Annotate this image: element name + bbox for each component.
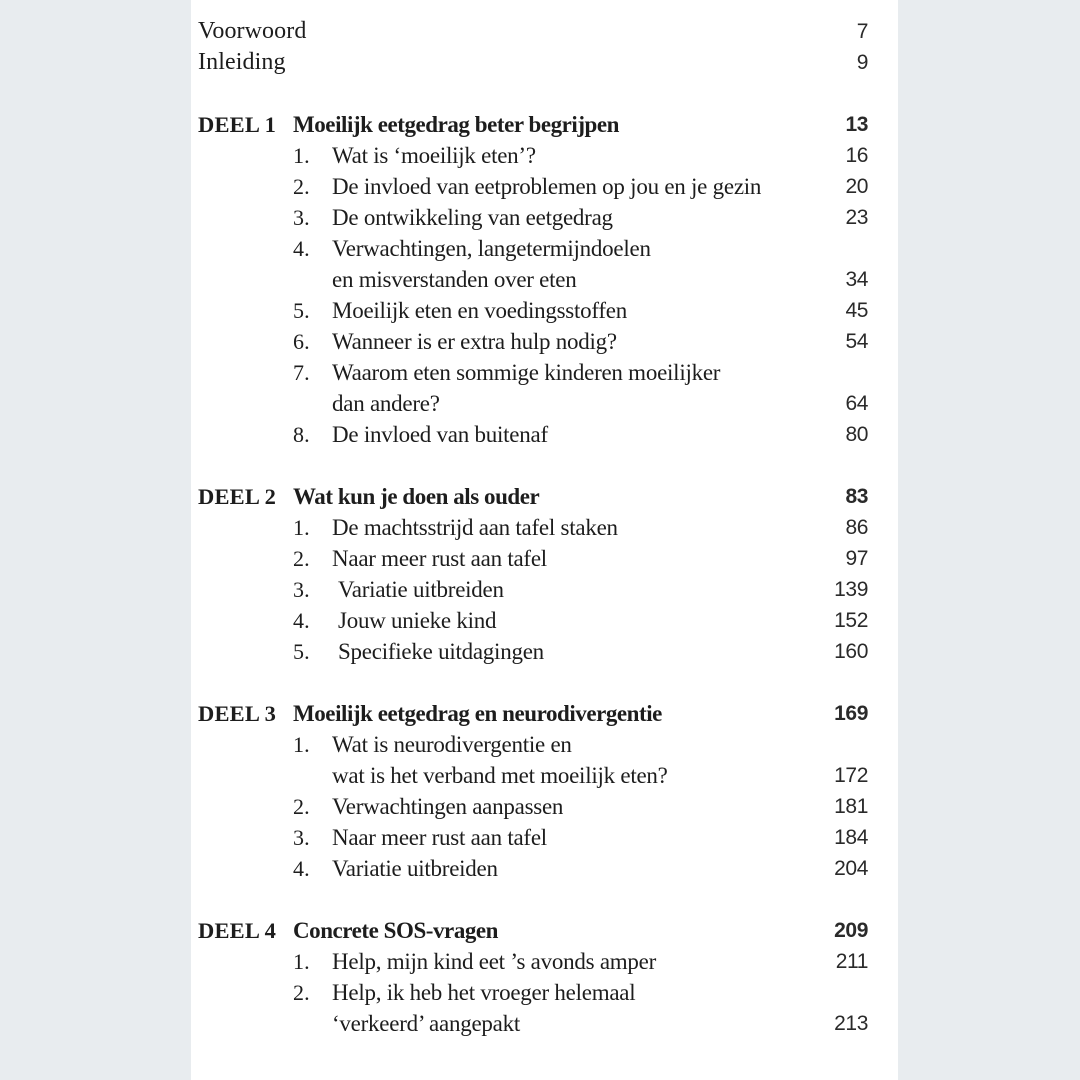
part-page-number: 209 <box>834 919 868 942</box>
part-label: DEEL 4 <box>198 918 277 943</box>
chapter-title: Help, mijn kind eet ’s avonds amper <box>332 949 657 974</box>
chapter-title: Verwachtingen, langetermijndoelen <box>332 236 651 261</box>
toc-front-matter-row <box>198 16 878 47</box>
chapter-title-continuation: dan andere? <box>332 391 440 416</box>
chapter-page-number: 211 <box>835 950 868 973</box>
chapter-number: 8. <box>293 422 310 447</box>
chapter-number: 2. <box>293 174 310 199</box>
toc-chapter-row <box>198 729 878 760</box>
chapter-page-number: 213 <box>834 1012 868 1035</box>
chapter-title: Wanneer is er extra hulp nodig? <box>332 329 617 354</box>
chapter-title: De ontwikkeling van eetgedrag <box>332 205 613 230</box>
chapter-page-number: 172 <box>834 764 868 787</box>
part-title: Wat kun je doen als ouder <box>293 484 540 509</box>
chapter-title: De machtsstrijd aan tafel staken <box>332 515 618 540</box>
chapter-page-number: 97 <box>845 547 868 570</box>
toc-chapter-row <box>198 512 878 543</box>
chapter-title: Variatie uitbreiden <box>332 856 498 881</box>
chapter-number: 3. <box>293 577 310 602</box>
chapter-title: Verwachtingen aanpassen <box>332 794 564 819</box>
chapter-title: Wat is neurodivergentie en <box>332 732 572 757</box>
chapter-page-number: 160 <box>834 640 868 663</box>
chapter-title: Variatie uitbreiden <box>338 577 504 602</box>
part-title: Moeilijk eetgedrag beter begrijpen <box>293 112 619 137</box>
toc-chapter-row <box>198 357 878 388</box>
toc-chapter-row <box>198 853 878 884</box>
chapter-title: Waarom eten sommige kinderen moeilijker <box>332 360 721 385</box>
toc-part-row <box>198 698 878 729</box>
chapter-title-continuation: ‘verkeerd’ aangepakt <box>332 1011 521 1036</box>
chapter-page-number: 45 <box>845 299 868 322</box>
chapter-title-continuation: wat is het verband met moeilijk eten? <box>332 763 668 788</box>
part-title: Moeilijk eetgedrag en neurodivergentie <box>293 701 662 726</box>
chapter-title: Naar meer rust aan tafel <box>332 825 547 850</box>
chapter-page-number: 139 <box>834 578 868 601</box>
chapter-number: 2. <box>293 546 310 571</box>
toc-chapter-row <box>198 171 878 202</box>
chapter-page-number: 34 <box>845 268 868 291</box>
chapter-number: 7. <box>293 360 310 385</box>
toc-chapter-continuation-row <box>198 760 878 791</box>
toc-chapter-row <box>198 574 878 605</box>
chapter-number: 2. <box>293 980 310 1005</box>
chapter-title: Specifieke uitdagingen <box>338 639 544 664</box>
chapter-title: De invloed van buitenaf <box>332 422 548 447</box>
toc-part-row <box>198 481 878 512</box>
part-page-number: 169 <box>834 702 868 725</box>
chapter-number: 4. <box>293 236 310 261</box>
chapter-number: 6. <box>293 329 310 354</box>
toc-chapter-row <box>198 326 878 357</box>
book-page <box>191 0 898 1080</box>
front-matter-page-number: 9 <box>856 51 868 74</box>
chapter-page-number: 204 <box>834 857 868 880</box>
toc-chapter-row <box>198 791 878 822</box>
toc-chapter-row <box>198 977 878 1008</box>
chapter-page-number: 152 <box>834 609 868 632</box>
part-label: DEEL 3 <box>198 701 277 726</box>
toc-chapter-continuation-row <box>198 1008 878 1039</box>
part-label: DEEL 2 <box>198 484 277 509</box>
chapter-number: 1. <box>293 515 310 540</box>
chapter-title: De invloed van eetproblemen op jou en je gezin <box>332 174 762 199</box>
toc-part-row <box>198 109 878 140</box>
front-matter-label: Voorwoord <box>198 18 307 44</box>
chapter-number: 3. <box>293 825 310 850</box>
chapter-number: 1. <box>293 732 310 757</box>
toc-chapter-row <box>198 636 878 667</box>
toc-chapter-row <box>198 140 878 171</box>
front-matter-label: Inleiding <box>198 49 286 75</box>
toc-chapter-row <box>198 295 878 326</box>
toc-chapter-row <box>198 605 878 636</box>
toc-chapter-continuation-row <box>198 388 878 419</box>
part-label: DEEL 1 <box>198 112 277 137</box>
chapter-page-number: 54 <box>845 330 868 353</box>
part-page-number: 83 <box>845 485 868 508</box>
chapter-page-number: 80 <box>845 423 868 446</box>
chapter-page-number: 64 <box>845 392 868 415</box>
chapter-page-number: 16 <box>845 144 868 167</box>
chapter-title: Jouw unieke kind <box>338 608 497 633</box>
part-page-number: 13 <box>845 113 868 136</box>
chapter-number: 1. <box>293 949 310 974</box>
chapter-title: Naar meer rust aan tafel <box>332 546 547 571</box>
toc-chapter-row <box>198 946 878 977</box>
chapter-page-number: 23 <box>845 206 868 229</box>
chapter-page-number: 20 <box>845 175 868 198</box>
chapter-number: 4. <box>293 608 310 633</box>
chapter-title: Wat is ‘moeilijk eten’? <box>332 143 536 168</box>
part-title: Concrete SOS-vragen <box>293 918 499 943</box>
chapter-number: 3. <box>293 205 310 230</box>
toc-front-matter-row <box>198 47 878 78</box>
chapter-number: 4. <box>293 856 310 881</box>
toc-chapter-continuation-row <box>198 264 878 295</box>
chapter-title-continuation: en misverstanden over eten <box>332 267 577 292</box>
toc-chapter-row <box>198 419 878 450</box>
toc-part-row <box>198 915 878 946</box>
toc-chapter-row <box>198 822 878 853</box>
chapter-number: 2. <box>293 794 310 819</box>
chapter-title: Moeilijk eten en voedingsstoffen <box>332 298 627 323</box>
toc-chapter-row <box>198 202 878 233</box>
chapter-page-number: 86 <box>845 516 868 539</box>
chapter-number: 5. <box>293 639 310 664</box>
toc-chapter-row <box>198 543 878 574</box>
chapter-title: Help, ik heb het vroeger helemaal <box>332 980 636 1005</box>
chapter-number: 5. <box>293 298 310 323</box>
toc-chapter-row <box>198 233 878 264</box>
chapter-number: 1. <box>293 143 310 168</box>
chapter-page-number: 184 <box>834 826 868 849</box>
front-matter-page-number: 7 <box>856 20 868 43</box>
chapter-page-number: 181 <box>834 795 868 818</box>
